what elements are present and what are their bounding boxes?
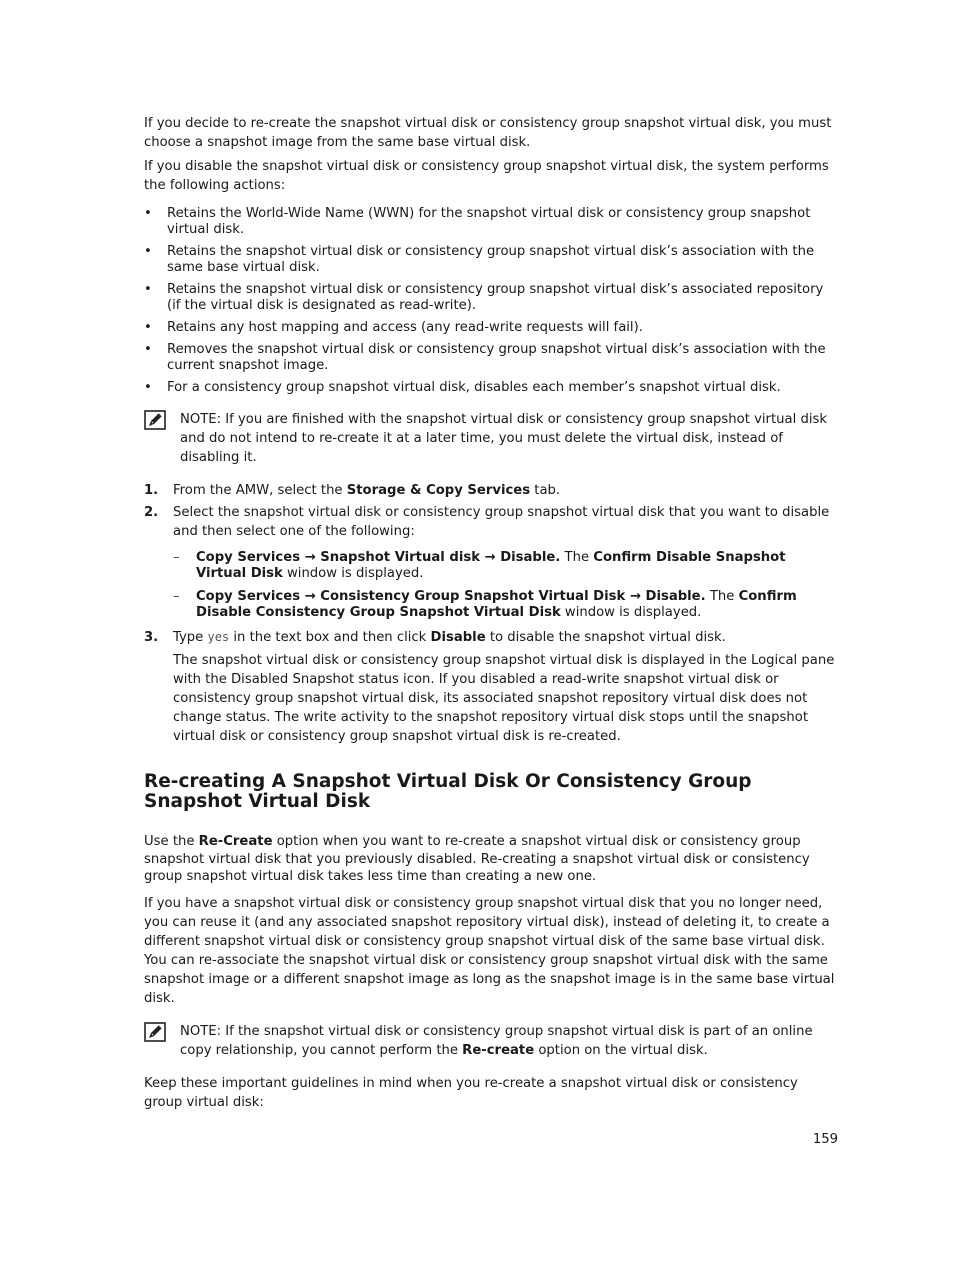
step-3 [144, 628, 840, 746]
list-item: • Removes the snapshot virtual disk or consistency group snapshot virtual disk’s association with the current snapshot image. [144, 342, 840, 374]
option-name: Re-create [462, 1042, 535, 1058]
step-text: to disable the snapshot virtual disk. [485, 630, 726, 645]
pencil-note-icon [144, 410, 166, 430]
step-text: Select the snapshot virtual disk or consistency group snapshot virtual disk that you want to disable and then select one of the following: [173, 505, 830, 539]
button-name: Disable [430, 630, 486, 645]
note-label: NOTE: [180, 1023, 222, 1039]
menu-path-options [173, 550, 840, 621]
pencil-note-icon [144, 1022, 166, 1042]
para-text: option when you want to re-create a snapshot virtual disk or consistency group snapshot virtual disk that you previously disabled. Re-creating a snapshot virtual disk or consistency group snapshot virtual disk takes less time than creating a new one. [144, 834, 810, 884]
section-paragraph-1 [144, 833, 840, 886]
window-name: Confirm Disable Snapshot Virtual Disk [196, 550, 786, 581]
menu-path: Copy Services → Consistency Group Snapshot Virtual Disk → Disable. [196, 589, 706, 604]
option-name: Re-Create [198, 834, 273, 849]
step-text: in the text box and then click [229, 630, 431, 645]
option-text: window is displayed. [282, 566, 424, 581]
note-text: option on the virtual disk. [534, 1042, 708, 1058]
intro-paragraph-1: If you decide to re-create the snapshot virtual disk or consistency group snapshot virtual disk, you must choose a snapshot image from the same base virtual disk. [144, 116, 832, 150]
step-text: tab. [530, 483, 561, 498]
list-item: • Retains the snapshot virtual disk or consistency group snapshot virtual disk’s associated repository (if the virtual disk is designated as read-write). [144, 282, 840, 314]
step-number: 3. [144, 630, 159, 645]
step-result: The snapshot virtual disk or consistency group snapshot virtual disk is displayed in the Logical pane with the Disabled Snapshot status icon. If you disabled a read-write snapshot virtual disk or consistency group snapshot virtual disk, its associated snapshot repository virtual disk does not change status. The write activity to the snapshot repository virtual disk stops until the snapshot virtual disk or consistency group snapshot virtual disk is re-created. [173, 653, 835, 744]
intro-paragraph-2: If you disable the snapshot virtual disk or consistency group snapshot virtual disk, the system performs the following actions: [144, 159, 829, 193]
window-name: Confirm Disable Consistency Group Snapshot Virtual Disk [196, 589, 797, 620]
option-text: The [560, 550, 594, 565]
disable-steps [144, 481, 840, 746]
dash-marker: – [173, 589, 180, 604]
option-text: window is displayed. [560, 605, 702, 620]
section-paragraph-3: Keep these important guidelines in mind when you re-create a snapshot virtual disk or consistency group virtual disk: [144, 1075, 798, 1110]
step-number: 2. [144, 505, 159, 520]
step-number: 1. [144, 483, 159, 498]
section-paragraph-2: If you have a snapshot virtual disk or consistency group snapshot virtual disk that you no longer need, you can reuse it (and any associated snapshot repository virtual disk), instead of deleting it, to create a different snapshot virtual disk or consistency group snapshot virtual disk of the same base virtual disk. You can re-associate the snapshot virtual disk or consistency group snapshot virtual disk with the same snapshot image or a different snapshot image as long as the snapshot image is in the same base virtual disk. [144, 895, 835, 1006]
note-text: If you are finished with the snapshot virtual disk or consistency group snapshot virtual disk and do not intend to re-create it at a later time, you must delete the virtual disk, instead of disabling it. [180, 412, 827, 465]
tab-name: Storage & Copy Services [346, 483, 531, 498]
step-text: From the AMW, select the [173, 483, 347, 498]
menu-path: Copy Services → Snapshot Virtual disk → Disable. [196, 550, 561, 565]
list-item [173, 589, 840, 621]
list-item: • For a consistency group snapshot virtual disk, disables each member’s snapshot virtual disk. [144, 380, 840, 396]
step-2 [144, 503, 840, 621]
dash-marker: – [173, 550, 180, 565]
document-page [144, 114, 840, 1112]
option-text: The [705, 589, 739, 604]
list-item: • Retains any host mapping and access (any read-write requests will fail). [144, 320, 840, 336]
step-text: Type [173, 630, 208, 645]
note-online-copy [144, 1022, 840, 1060]
para-text: Use the [144, 834, 199, 849]
disable-actions-list [144, 206, 840, 396]
list-item: • Retains the World-Wide Name (WWN) for the snapshot virtual disk or consistency group snapshot virtual disk. [144, 206, 840, 238]
code-text: yes [207, 630, 230, 644]
section-heading: Re-creating A Snapshot Virtual Disk Or Consistency Group Snapshot Virtual Disk [144, 771, 752, 812]
note-text: If the snapshot virtual disk or consistency group snapshot virtual disk is part of an online copy relationship, you cannot perform the [180, 1023, 813, 1058]
list-item: • Retains the snapshot virtual disk or consistency group snapshot virtual disk’s association with the same base virtual disk. [144, 244, 840, 276]
note-label: NOTE: [180, 412, 222, 427]
note-delete-instead [144, 410, 840, 467]
list-item [173, 550, 840, 582]
page-number: 159 [812, 1132, 838, 1147]
step-1 [144, 481, 840, 500]
